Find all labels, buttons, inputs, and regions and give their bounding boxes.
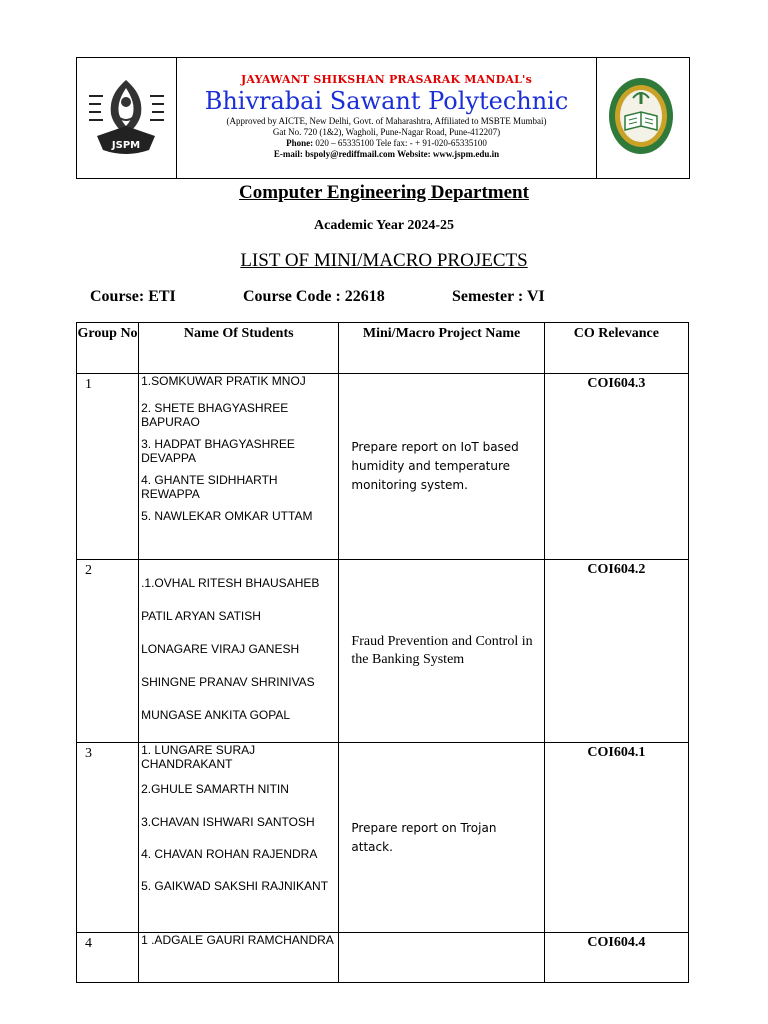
society-name: JAYAWANT SHIKSHAN PRASARAK MANDAL's: [240, 73, 532, 86]
phone-label: Phone:: [286, 138, 314, 148]
student-name: 3. HADPAT BHAGYASHREE DEVAPPA: [141, 437, 295, 465]
co-relevance: COI604.4: [544, 933, 688, 983]
co-relevance: COI604.2: [544, 560, 688, 743]
projects-table: [76, 322, 689, 983]
course-code: Course Code : 22618: [243, 288, 385, 305]
group-number: 3: [77, 743, 139, 933]
student-name: 1.SOMKUWAR PRATIK MNOJ: [141, 374, 306, 388]
header-project: Mini/Macro Project Name: [339, 323, 544, 374]
student-name: 5. GAIKWAD SAKSHI RAJNIKANT: [141, 879, 329, 893]
table-row: [77, 560, 689, 743]
table-header-row: [77, 323, 689, 374]
table-row: [77, 374, 689, 560]
header-students: Name Of Students: [139, 323, 339, 374]
letterhead: [76, 57, 690, 179]
project-name: Prepare report on Trojan attack.: [339, 743, 544, 933]
student-list: [139, 560, 339, 743]
student-name: 2. SHETE BHAGYASHREE BAPURAO: [141, 401, 289, 429]
group-number: 4: [77, 933, 139, 983]
header-group-no: Group No: [77, 323, 139, 374]
phone-value: 020 – 65335100 Tele fax: - + 91-020-65335100: [313, 138, 487, 148]
email-line: [177, 149, 596, 160]
jspm-logo-text: JSPM: [111, 140, 141, 151]
student-name: 4. GHANTE SIDHHARTH REWAPPA: [141, 473, 278, 501]
address-line: Gat No. 720 (1&2), Wagholi, Pune-Nagar Road, Pune-412207): [272, 127, 501, 137]
course-name: Course: ETI: [90, 288, 176, 305]
list-title: LIST OF MINI/MACRO PROJECTS: [240, 250, 528, 271]
student-list: [139, 933, 339, 983]
co-relevance: COI604.3: [544, 374, 688, 560]
student-name: 1 .ADGALE GAURI RAMCHANDRA: [141, 933, 334, 947]
student-name: .1.OVHAL RITESH BHAUSAHEB: [141, 576, 320, 590]
semester: Semester : VI: [452, 288, 545, 305]
student-name: MUNGASE ANKITA GOPAL: [141, 708, 291, 722]
email-website: E-mail: bspoly@rediffmail.com Website: www.jspm.edu.in: [273, 149, 500, 159]
project-name: Fraud Prevention and Control in the Banking System: [339, 560, 544, 743]
student-name: 1. LUNGARE SURAJ CHANDRAKANT: [141, 743, 256, 771]
group-number: 2: [77, 560, 139, 743]
student-name: SHINGNE PRANAV SHRINIVAS: [141, 675, 315, 689]
student-name: 4. CHAVAN ROHAN RAJENDRA: [141, 847, 318, 861]
academic-year: Academic Year 2024-25: [314, 218, 454, 233]
student-list: [139, 374, 339, 560]
co-relevance: COI604.1: [544, 743, 688, 933]
table-row: [77, 743, 689, 933]
project-name: [339, 933, 544, 983]
student-name: LONAGARE VIRAJ GANESH: [141, 642, 300, 656]
college-seal-cell: [596, 58, 689, 178]
group-number: 1: [77, 374, 139, 560]
college-name: Bhivrabai Sawant Polytechnic: [204, 87, 569, 115]
table-row: [77, 933, 689, 983]
student-name: 3.CHAVAN ISHWARI SANTOSH: [141, 815, 315, 829]
letterhead-text: [177, 58, 596, 178]
student-name: 2.GHULE SAMARTH NITIN: [141, 782, 289, 796]
project-name: Prepare report on IoT based humidity and temperature monitoring system.: [339, 374, 544, 560]
department-title: Computer Engineering Department: [239, 182, 529, 203]
header-co: CO Relevance: [544, 323, 688, 374]
jspm-logo-cell: [77, 58, 177, 178]
phone-line: [177, 138, 596, 149]
student-name: 5. NAWLEKAR OMKAR UTTAM: [141, 509, 313, 523]
approval-line: (Approved by AICTE, New Delhi, Govt. of Maharashtra, Affiliated to MSBTE Mumbai): [226, 116, 547, 126]
jspm-logo-icon: [77, 58, 176, 178]
student-name: PATIL ARYAN SATISH: [141, 609, 261, 623]
student-list: [139, 743, 339, 933]
college-seal-icon: [597, 58, 689, 178]
